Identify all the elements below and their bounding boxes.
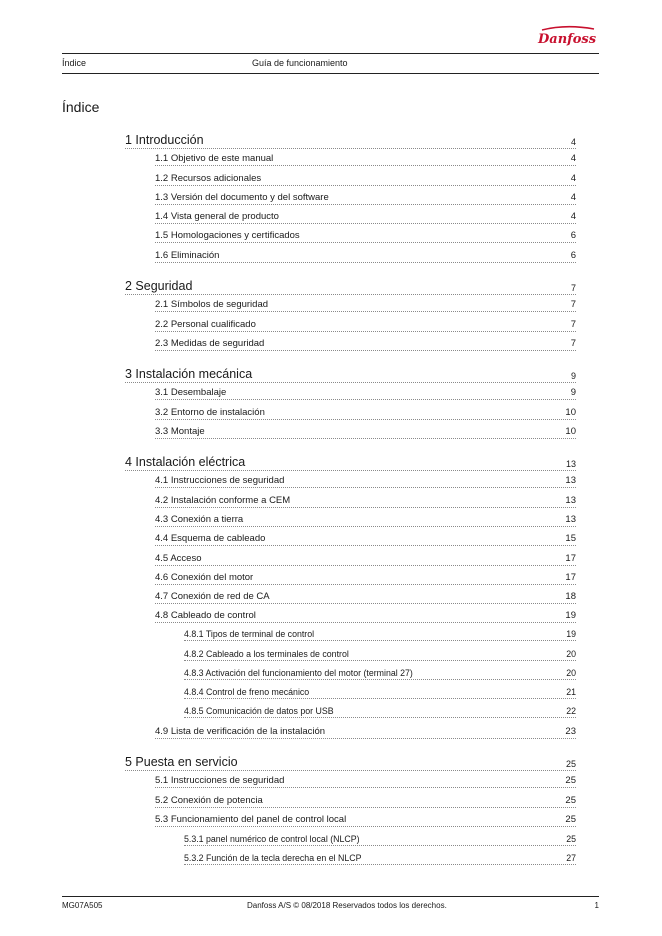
toc-entry[interactable] (155, 495, 576, 508)
page-title: Índice (62, 99, 100, 115)
toc-entry-page: 25 (565, 795, 576, 806)
toc-entry-page: 17 (565, 553, 576, 564)
toc-entry-page: 25 (565, 814, 576, 825)
toc-entry[interactable] (155, 319, 576, 332)
footer-rule (62, 896, 599, 897)
toc-entry[interactable] (155, 591, 576, 604)
toc-entry-page: 25 (566, 834, 576, 844)
toc-entry-label: 4.3 Conexión a tierra (155, 514, 244, 525)
danfoss-logo (536, 24, 598, 50)
toc-entry-label: 1.3 Versión del documento y del software (155, 192, 329, 203)
toc-entry-label: 3.2 Entorno de instalación (155, 407, 265, 418)
toc-entry-page: 20 (566, 649, 576, 659)
toc-entry-label: 1.5 Homologaciones y certificados (155, 230, 300, 241)
toc-entry[interactable] (155, 775, 576, 788)
toc-entry[interactable] (184, 834, 576, 846)
toc-entry-label: 1.6 Eliminación (155, 250, 220, 261)
toc-entry-label: 5.3.1 panel numérico de control local (NLCP) (184, 834, 360, 844)
toc-entry-page: 7 (570, 283, 576, 293)
toc-entry-page: 6 (570, 250, 576, 261)
toc-entry-page: 7 (570, 338, 576, 349)
toc-chapter[interactable] (125, 455, 576, 471)
header-rule-top (62, 53, 599, 54)
toc-entry[interactable] (155, 475, 576, 488)
toc-entry-label: 3 Instalación mecánica (125, 367, 253, 381)
toc-entry-page: 19 (566, 629, 576, 639)
toc-entry-label: 1 Introducción (125, 133, 204, 147)
toc-chapter[interactable] (125, 367, 576, 383)
toc-entry-label: 4.4 Esquema de cableado (155, 533, 266, 544)
toc-entry-label: 2.2 Personal cualificado (155, 319, 256, 330)
toc-entry-page: 13 (565, 475, 576, 486)
toc-entry[interactable] (155, 299, 576, 312)
toc-entry-page: 9 (570, 371, 576, 381)
toc-entry[interactable] (184, 629, 576, 641)
toc-entry[interactable] (184, 706, 576, 718)
toc-entry-label: 3.3 Montaje (155, 426, 205, 437)
toc-entry[interactable] (155, 407, 576, 420)
toc-entry-page: 7 (570, 299, 576, 310)
header-doc-title: Guía de funcionamiento (252, 58, 348, 68)
toc-entry-page: 4 (570, 173, 576, 184)
header-section: Índice (62, 58, 87, 68)
toc-entry-label: 2 Seguridad (125, 279, 193, 293)
toc-entry-label: 4.8.5 Comunicación de datos por USB (184, 706, 334, 716)
toc-entry[interactable] (184, 853, 576, 865)
toc-entry-label: 2.3 Medidas de seguridad (155, 338, 265, 349)
toc-entry-page: 10 (565, 407, 576, 418)
toc-entry-page: 4 (570, 192, 576, 203)
toc-entry-page: 22 (566, 706, 576, 716)
toc-entry-page: 27 (566, 853, 576, 863)
toc-entry-page: 9 (570, 387, 576, 398)
toc-entry-label: 3.1 Desembalaje (155, 387, 227, 398)
toc-entry[interactable] (184, 687, 576, 699)
toc-entry[interactable] (155, 553, 576, 566)
toc-entry-page: 4 (570, 211, 576, 222)
toc-entry-label: 1.2 Recursos adicionales (155, 173, 262, 184)
toc-entry[interactable] (155, 250, 576, 263)
toc-entry-page: 13 (565, 514, 576, 525)
toc-entry[interactable] (155, 726, 576, 739)
logo-text: Danfoss (538, 32, 597, 47)
toc-chapter[interactable] (125, 279, 576, 295)
toc-entry[interactable] (155, 814, 576, 827)
footer-doc-code: MG07A505 (62, 901, 103, 910)
footer-copyright: Danfoss A/S © 08/2018 Reservados todos los derechos. (247, 901, 447, 910)
toc-entry-page: 18 (565, 591, 576, 602)
toc-entry-label: 4.8.3 Activación del funcionamiento del motor (terminal 27) (184, 668, 413, 678)
toc-entry[interactable] (155, 514, 576, 527)
toc-entry-page: 6 (570, 230, 576, 241)
toc-entry-page: 13 (565, 495, 576, 506)
toc-entry-page: 21 (566, 687, 576, 697)
toc-entry-label: 4.5 Acceso (155, 553, 202, 564)
header-rule-bottom (62, 73, 599, 74)
toc-entry[interactable] (155, 173, 576, 186)
toc-entry-label: 2.1 Símbolos de seguridad (155, 299, 269, 310)
toc-entry-label: 4.8.4 Control de freno mecánico (184, 687, 310, 697)
toc-entry-label: 4.8.2 Cableado a los terminales de control (184, 649, 349, 659)
toc-entry-page: 4 (570, 137, 576, 147)
toc-entry-page: 25 (565, 775, 576, 786)
toc-entry-label: 4.1 Instrucciones de seguridad (155, 475, 285, 486)
toc-entry-label: 5.3 Funcionamiento del panel de control local (155, 814, 347, 825)
toc-chapter[interactable] (125, 755, 576, 771)
toc-entry-page: 23 (565, 726, 576, 737)
toc-entry[interactable] (155, 211, 576, 224)
toc-entry[interactable] (155, 572, 576, 585)
toc-entry[interactable] (155, 533, 576, 546)
toc-entry-label: 4.8.1 Tipos de terminal de control (184, 629, 315, 639)
toc-entry[interactable] (155, 230, 576, 243)
toc-entry-page: 7 (570, 319, 576, 330)
toc-entry-page: 13 (565, 459, 576, 469)
toc-entry-label: 5.2 Conexión de potencia (155, 795, 263, 806)
toc-entry-page: 19 (565, 610, 576, 621)
toc-entry[interactable] (184, 668, 576, 680)
toc-entry-label: 1.4 Vista general de producto (155, 211, 279, 222)
toc-entry-page: 25 (565, 759, 576, 769)
toc-entry[interactable] (155, 426, 576, 439)
toc-entry-page: 17 (565, 572, 576, 583)
toc-chapter[interactable] (125, 133, 576, 149)
toc-entry-label: 5.3.2 Función de la tecla derecha en el NLCP (184, 853, 362, 863)
toc-entry-label: 4.8 Cableado de control (155, 610, 256, 621)
toc-entry-page: 15 (565, 533, 576, 544)
toc-entry-label: 4.9 Lista de verificación de la instalación (155, 726, 326, 737)
toc-entry[interactable] (184, 649, 576, 661)
toc-entry-page: 4 (570, 153, 576, 164)
toc-entry-label: 4 Instalación eléctrica (125, 455, 246, 469)
toc-entry[interactable] (155, 153, 576, 166)
toc-entry-label: 4.6 Conexión del motor (155, 572, 254, 583)
toc-entry-label: 4.7 Conexión de red de CA (155, 591, 270, 602)
toc-entry-page: 10 (565, 426, 576, 437)
toc-entry-label: 1.1 Objetivo de este manual (155, 153, 274, 164)
toc-entry-page: 20 (566, 668, 576, 678)
toc-entry[interactable] (155, 610, 576, 623)
toc-entry-label: 5 Puesta en servicio (125, 755, 238, 769)
toc-entry[interactable] (155, 338, 576, 351)
toc-entry[interactable] (155, 795, 576, 808)
toc-entry-label: 5.1 Instrucciones de seguridad (155, 775, 285, 786)
footer-page-number: 1 (594, 901, 599, 910)
toc-entry[interactable] (155, 387, 576, 400)
toc-entry[interactable] (155, 192, 576, 205)
toc-entry-label: 4.2 Instalación conforme a CEM (155, 495, 291, 506)
